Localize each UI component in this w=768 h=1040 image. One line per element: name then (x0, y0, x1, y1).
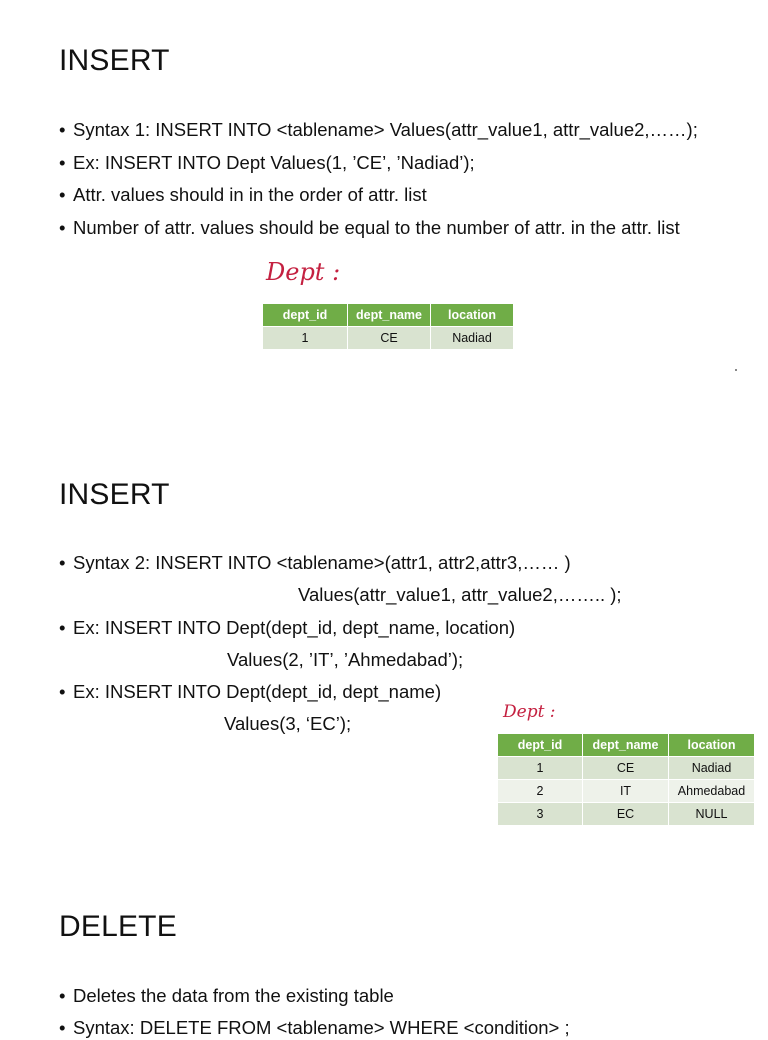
table-cell: CE (583, 757, 669, 780)
bullet-example-3: • Ex: INSERT INTO Dept(dept_id, dept_name) (59, 680, 441, 704)
table-header-dept-id: dept_id (498, 734, 583, 757)
table-cell: EC (583, 803, 669, 826)
table-row (498, 757, 755, 780)
handwritten-dept-label-2: Dept : (503, 702, 556, 722)
bullet-delete-syntax: • Syntax: DELETE FROM <tablename> WHERE <condition> ; (59, 1016, 570, 1040)
table-row (263, 327, 514, 350)
table-cell: Ahmedabad (669, 780, 755, 803)
bullet-list-1 (59, 118, 748, 248)
example-2-continuation: Values(2, ’IT’, ’Ahmedabad’); (227, 649, 464, 670)
table-header-location: location (669, 734, 755, 757)
table-cell: 1 (498, 757, 583, 780)
bullet-example-1: • Ex: INSERT INTO Dept Values(1, ’CE’, ’Nadiad’); (59, 151, 748, 175)
section-title-insert-1: INSERT (59, 44, 170, 77)
table-cell: Nadiad (431, 327, 514, 350)
table-row (498, 780, 755, 803)
bullet-count-note: • Number of attr. values should be equal to the number of attr. in the attr. list (59, 216, 723, 240)
table-cell: 2 (498, 780, 583, 803)
dept-table-2 (497, 733, 755, 826)
dept-table-1 (262, 303, 514, 350)
bullet-delete-desc: • Deletes the data from the existing table (59, 984, 394, 1008)
handwritten-dept-label-1: Dept : (266, 258, 341, 286)
table-header-dept-name: dept_name (348, 304, 431, 327)
table-header-dept-name: dept_name (583, 734, 669, 757)
table-header-dept-id: dept_id (263, 304, 348, 327)
table-header-location: location (431, 304, 514, 327)
syntax-2-continuation: Values(attr_value1, attr_value2,…….. ); (298, 584, 622, 605)
table-cell: 3 (498, 803, 583, 826)
table-cell: CE (348, 327, 431, 350)
section-title-delete: DELETE (59, 910, 177, 943)
table-cell: Nadiad (669, 757, 755, 780)
table-cell: NULL (669, 803, 755, 826)
stray-dot (735, 369, 737, 371)
bullet-example-2: • Ex: INSERT INTO Dept(dept_id, dept_name, location) (59, 616, 515, 640)
bullet-order-note: • Attr. values should in in the order of attr. list (59, 183, 748, 207)
bullet-syntax-2: • Syntax 2: INSERT INTO <tablename>(attr1, attr2,attr3,…… ) (59, 551, 571, 575)
table-row (498, 803, 755, 826)
section-title-insert-2: INSERT (59, 478, 170, 511)
table-cell: 1 (263, 327, 348, 350)
example-3-continuation: Values(3, ‘EC’); (224, 713, 352, 734)
bullet-syntax-1: • Syntax 1: INSERT INTO <tablename> Values(attr_value1, attr_value2,……); (59, 118, 748, 142)
table-cell: IT (583, 780, 669, 803)
